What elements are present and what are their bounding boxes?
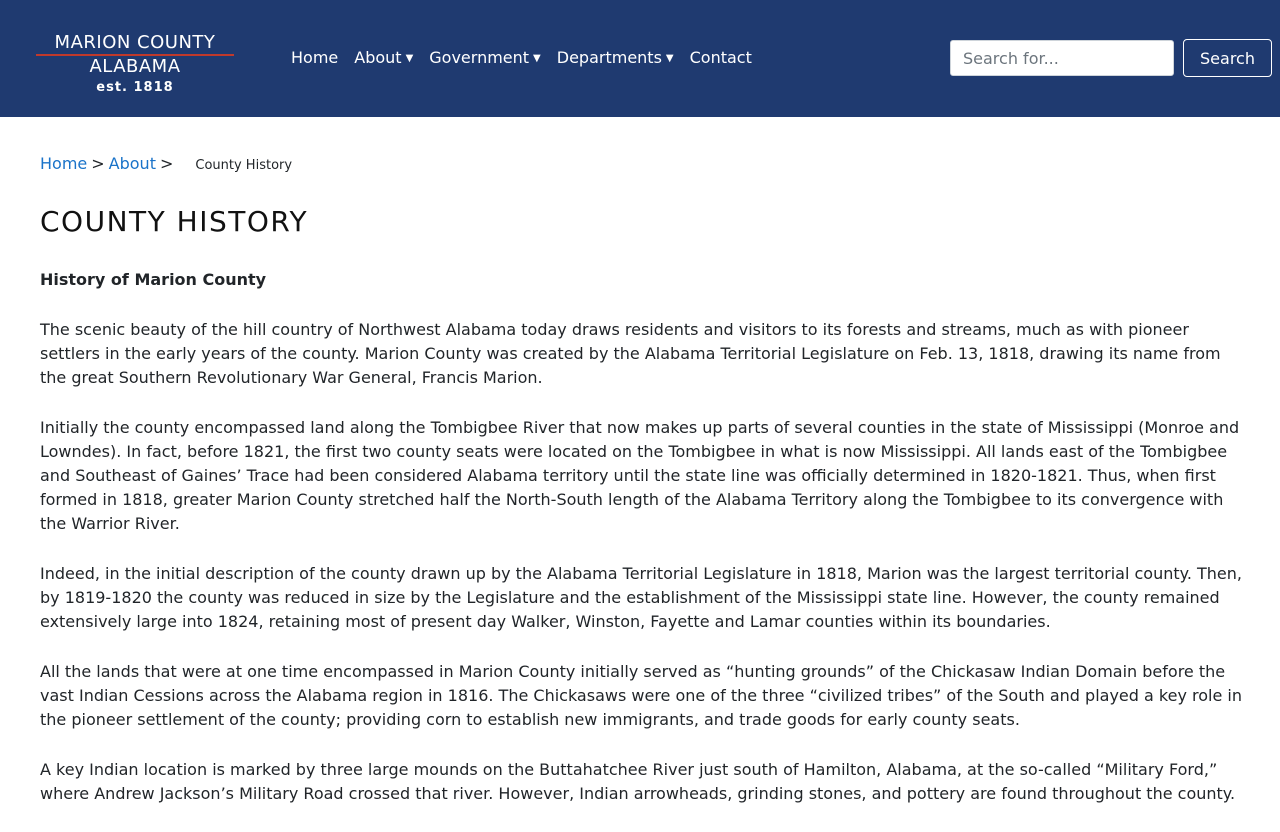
nav-home[interactable] xyxy=(291,46,338,70)
breadcrumb-home-link[interactable]: Home xyxy=(40,154,88,173)
article-paragraph: The scenic beauty of the hill country of Northwest Alabama today draws residents and visitors to its forests and streams, much as with pioneer settlers in the early years of the county. Marion County was created by the Alabama Territorial Legislature on Feb. 13, 1818, drawing its name from the great Southern Revolutionary War General, Francis Marion. xyxy=(40,320,1221,387)
nav-home-label: Home xyxy=(291,48,339,67)
article-subheading: History of Marion County xyxy=(40,270,267,289)
main-nav xyxy=(291,46,768,70)
nav-about-label: About xyxy=(354,48,402,67)
search-input[interactable] xyxy=(950,40,1174,76)
caret-down-icon: ▼ xyxy=(533,53,541,64)
search-button[interactable]: Search xyxy=(1183,39,1272,77)
nav-departments[interactable] xyxy=(557,46,674,70)
logo-line-state: ALABAMA xyxy=(89,56,181,77)
article-paragraph: Indeed, in the initial description of the county drawn up by the Alabama Territorial Legislature in 1818, Marion was the largest territorial county. Then, by 1819-1820 the county was reduced in size by the Legislature and the establishment of the Mississippi state line. However, the county remained extensively large into 1824, retaining most of present day Walker, Winston, Fayette and Lamar counties within its boundaries. xyxy=(40,564,1242,631)
county-logo[interactable] xyxy=(36,32,234,96)
article-paragraph: All the lands that were at one time encompassed in Marion County initially served as “hunting grounds” of the Chickasaw Indian Domain before the vast Indian Cessions across the Alabama region in 1816. The Chickasaws were one of the three “civilized tribes” of the South and played a key role in the pioneer settlement of the county; providing corn to establish new immigrants, and trade goods for early county seats. xyxy=(40,662,1242,729)
logo-line-established: est. 1818 xyxy=(96,80,174,95)
breadcrumb-separator: > xyxy=(159,154,174,173)
logo-line-county: MARION COUNTY xyxy=(54,32,216,53)
breadcrumb-current: County History xyxy=(195,158,293,173)
nav-government-label: Government xyxy=(429,48,530,67)
caret-down-icon: ▼ xyxy=(665,53,674,64)
nav-departments-label: Departments xyxy=(556,48,662,67)
nav-contact[interactable] xyxy=(690,46,752,70)
article-paragraph: A key Indian location is marked by three large mounds on the Buttahatchee River just south of Hamilton, Alabama, at the so-called “Military Ford,” where Andrew Jackson’s Military Road crossed that river. However, Indian arrowheads, grinding stones, and pottery are found throughout the county. xyxy=(40,760,1236,803)
site-header xyxy=(0,0,1280,117)
breadcrumb-about-link[interactable]: About xyxy=(108,154,156,173)
article-paragraph: Initially the county encompassed land along the Tombigbee River that now makes up parts of several counties in the state of Mississippi (Monroe and Lowndes). In fact, before 1821, the first two county seats were located on the Tombigbee in what is now Mississippi. All lands east of the Tombigbee and Southeast of Gaines’ Trace had been considered Alabama territory until the state line was officially determined in 1820-1821. Thus, when first formed in 1818, greater Marion County stretched half the North-South length of the Alabama Territory along the Tombigbee to its convergence with the Warrior River. xyxy=(40,418,1240,533)
breadcrumb xyxy=(40,152,292,178)
nav-about[interactable] xyxy=(354,46,413,70)
nav-contact-label: Contact xyxy=(689,48,752,67)
article-body xyxy=(40,268,1244,832)
caret-down-icon: ▼ xyxy=(405,53,414,64)
page-title: COUNTY HISTORY xyxy=(40,205,309,238)
breadcrumb-separator: > xyxy=(91,154,105,173)
nav-government[interactable] xyxy=(429,46,540,70)
